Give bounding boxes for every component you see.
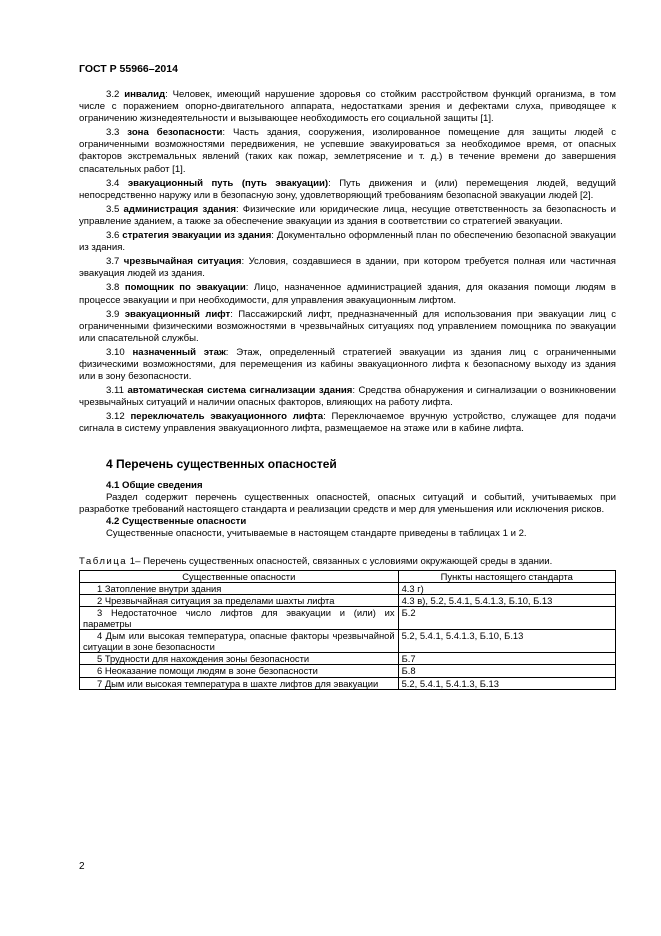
clause-cell: 5.2, 5.4.1, 5.4.1.3, Б.10, Б.13 [398,630,615,653]
definition-3-6: 3.6 стратегия эвакуации из здания: Документально оформленный план по обеспечению безопасной эвакуации из здания. [79,230,616,254]
table-row [80,677,616,689]
definition-3-10: 3.10 назначенный этаж: Этаж, определенный стратегией эвакуации из здания лиц с ограниченными физическими возможностями, для перемещения из кабины эвакуационного лифта к безопасному выходу из здания или в зону безопасности. [79,346,617,383]
definition-3-4: 3.4 эвакуационный путь (путь эвакуации): Путь движения и (или) перемещения людей, ведущий непосредственно наружу или в безопасную зону, удовлетворяющий требованиям безопасной эвакуации людей [2]. [79,177,616,201]
term: инвалид [124,89,166,100]
definition-3-9: 3.9 эвакуационный лифт: Пассажирский лифт, предназначенный для использования при эвакуации лиц с ограниченными физическими возможностями в чрезвычайных ситуациях под управлением помощника по эвакуации или спасательной службы. [79,308,616,344]
section-4-2-title: 4.2 Существенные опасности [106,515,247,527]
table-header-row [80,570,616,582]
term: зона безопасности [127,127,223,139]
clause-cell: 4.3 в), 5.2, 5.4.1, 5.4.1.3, Б.10, Б.13 [398,594,615,606]
header-cell-hazards: Существенные опасности [80,570,399,582]
caption-text: 1– Перечень существенных опасностей, связанных с условиями окружающей среды в здании. [127,556,553,568]
term: помощник по эвакуации [124,282,246,294]
table-1-caption [79,556,616,568]
table-row [80,594,616,606]
table-row [80,630,616,653]
table-1 [79,570,616,690]
term: чрезвычайная ситуация [123,256,242,268]
hazard-cell: 6 Неоказание помощи людям в зоне безопасности [80,665,399,677]
hazard-cell: 5 Трудности для нахождения зоны безопасности [80,653,399,665]
page-number: 2 [79,861,85,872]
section-4-2-text: Существенные опасности, учитываемые в настоящем стандарте приведены в таблицах 1 и 2. [106,528,527,539]
definition-3-11: 3.11 автоматическая система сигнализации здания: Средства обнаружения и сигнализации о возникновении чрезвычайных ситуаций и наличии опасных факторов, влияющих на работу лифта. [79,385,617,409]
clause-cell: 4.3 г) [398,582,615,594]
table-row [80,606,616,629]
caption-label: Таблица [79,556,128,568]
term: эвакуационный лифт [124,308,231,320]
term: переключатель эвакуационного лифта [130,411,324,423]
definition-3-7: 3.7 чрезвычайная ситуация: Условия, создавшиеся в здании, при котором требуется полная или частичная эвакуация людей из здания. [79,256,616,280]
hazard-cell: 4 Дым или высокая температура, опасные факторы чрезвычайной ситуации в зоне безопасности [80,630,399,653]
term: автоматическая система сигнализации здания [127,385,353,397]
document-header: ГОСТ Р 55966–2014 [79,63,178,75]
section-4-1-text: Раздел содержит перечень существенных опасностей, опасных ситуаций и событий, учитываемых при разработке требований настоящего стандарта и реализации средств и мер для уменьшения или исключения рисков. [79,491,616,515]
clause-cell: Б.7 [398,653,615,665]
definition-3-8: 3.8 помощник по эвакуации: Лицо, назначенное администрацией здания, для оказания помощи людям в процессе эвакуации и при необходимости, для управления эвакуационным лифтом. [79,282,616,306]
page-content [79,89,616,690]
clause-cell: 5.2, 5.4.1, 5.4.1.3, Б.13 [398,677,615,689]
hazard-cell: 3 Недостаточное число лифтов для эвакуации и (или) их параметры [80,606,399,629]
term: администрация здания [123,203,236,215]
definition-3-5: 3.5 администрация здания: Физические или юридические лица, несущие ответственность за безопасность и управление зданием, а также за обеспечение эвакуации из здания в соответствии со стратегией эвакуации. [79,203,616,227]
hazard-cell: 7 Дым или высокая температура в шахте лифтов для эвакуации [80,677,399,689]
term: назначенный этаж [132,346,226,358]
definition-3-12: 3.12 переключатель эвакуационного лифта: Переключаемое вручную устройство, служащее для подачи сигнала в систему управления эвакуационного лифта, размещаемое на этаже или в кабине лифта. [79,411,617,435]
definition-3-3: 3.3 зона безопасности: Часть здания, сооружения, изолированное помещение для защиты людей с ограниченными возможностями передвижения, не успевшие эвакуироваться за необходимое время, от опасных факторов экстремальных явлений (таких как пожар, землетрясение и т. д.) в течение времени до завершения спасательных работ [1]. [79,127,616,175]
clause-cell: Б.8 [398,665,615,677]
definition-3-2: 3.2 инвалид: Человек, имеющий нарушение здоровья со стойким расстройством функций организма, в том числе с поражением опорно-двигательного аппарата, недостатками зрения и дефектами слуха, приводящее к ограничению жизнедеятельности и вызывающее необходимость его социальной защиты [1]. [79,89,616,125]
table-row [80,653,616,665]
term: стратегия эвакуации из здания [122,230,272,242]
hazard-cell: 1 Затопление внутри здания [80,582,399,594]
section-4-1-title: 4.1 Общие сведения [106,479,203,491]
clause-cell: Б.2 [398,606,615,629]
table-row [80,665,616,677]
section-4-title: 4 Перечень существенных опасностей [106,456,337,471]
table-row [80,582,616,594]
header-cell-clauses: Пункты настоящего стандарта [398,570,615,582]
hazard-cell: 2 Чрезвычайная ситуация за пределами шахты лифта [80,594,399,606]
term: эвакуационный путь (путь эвакуации) [127,177,329,189]
